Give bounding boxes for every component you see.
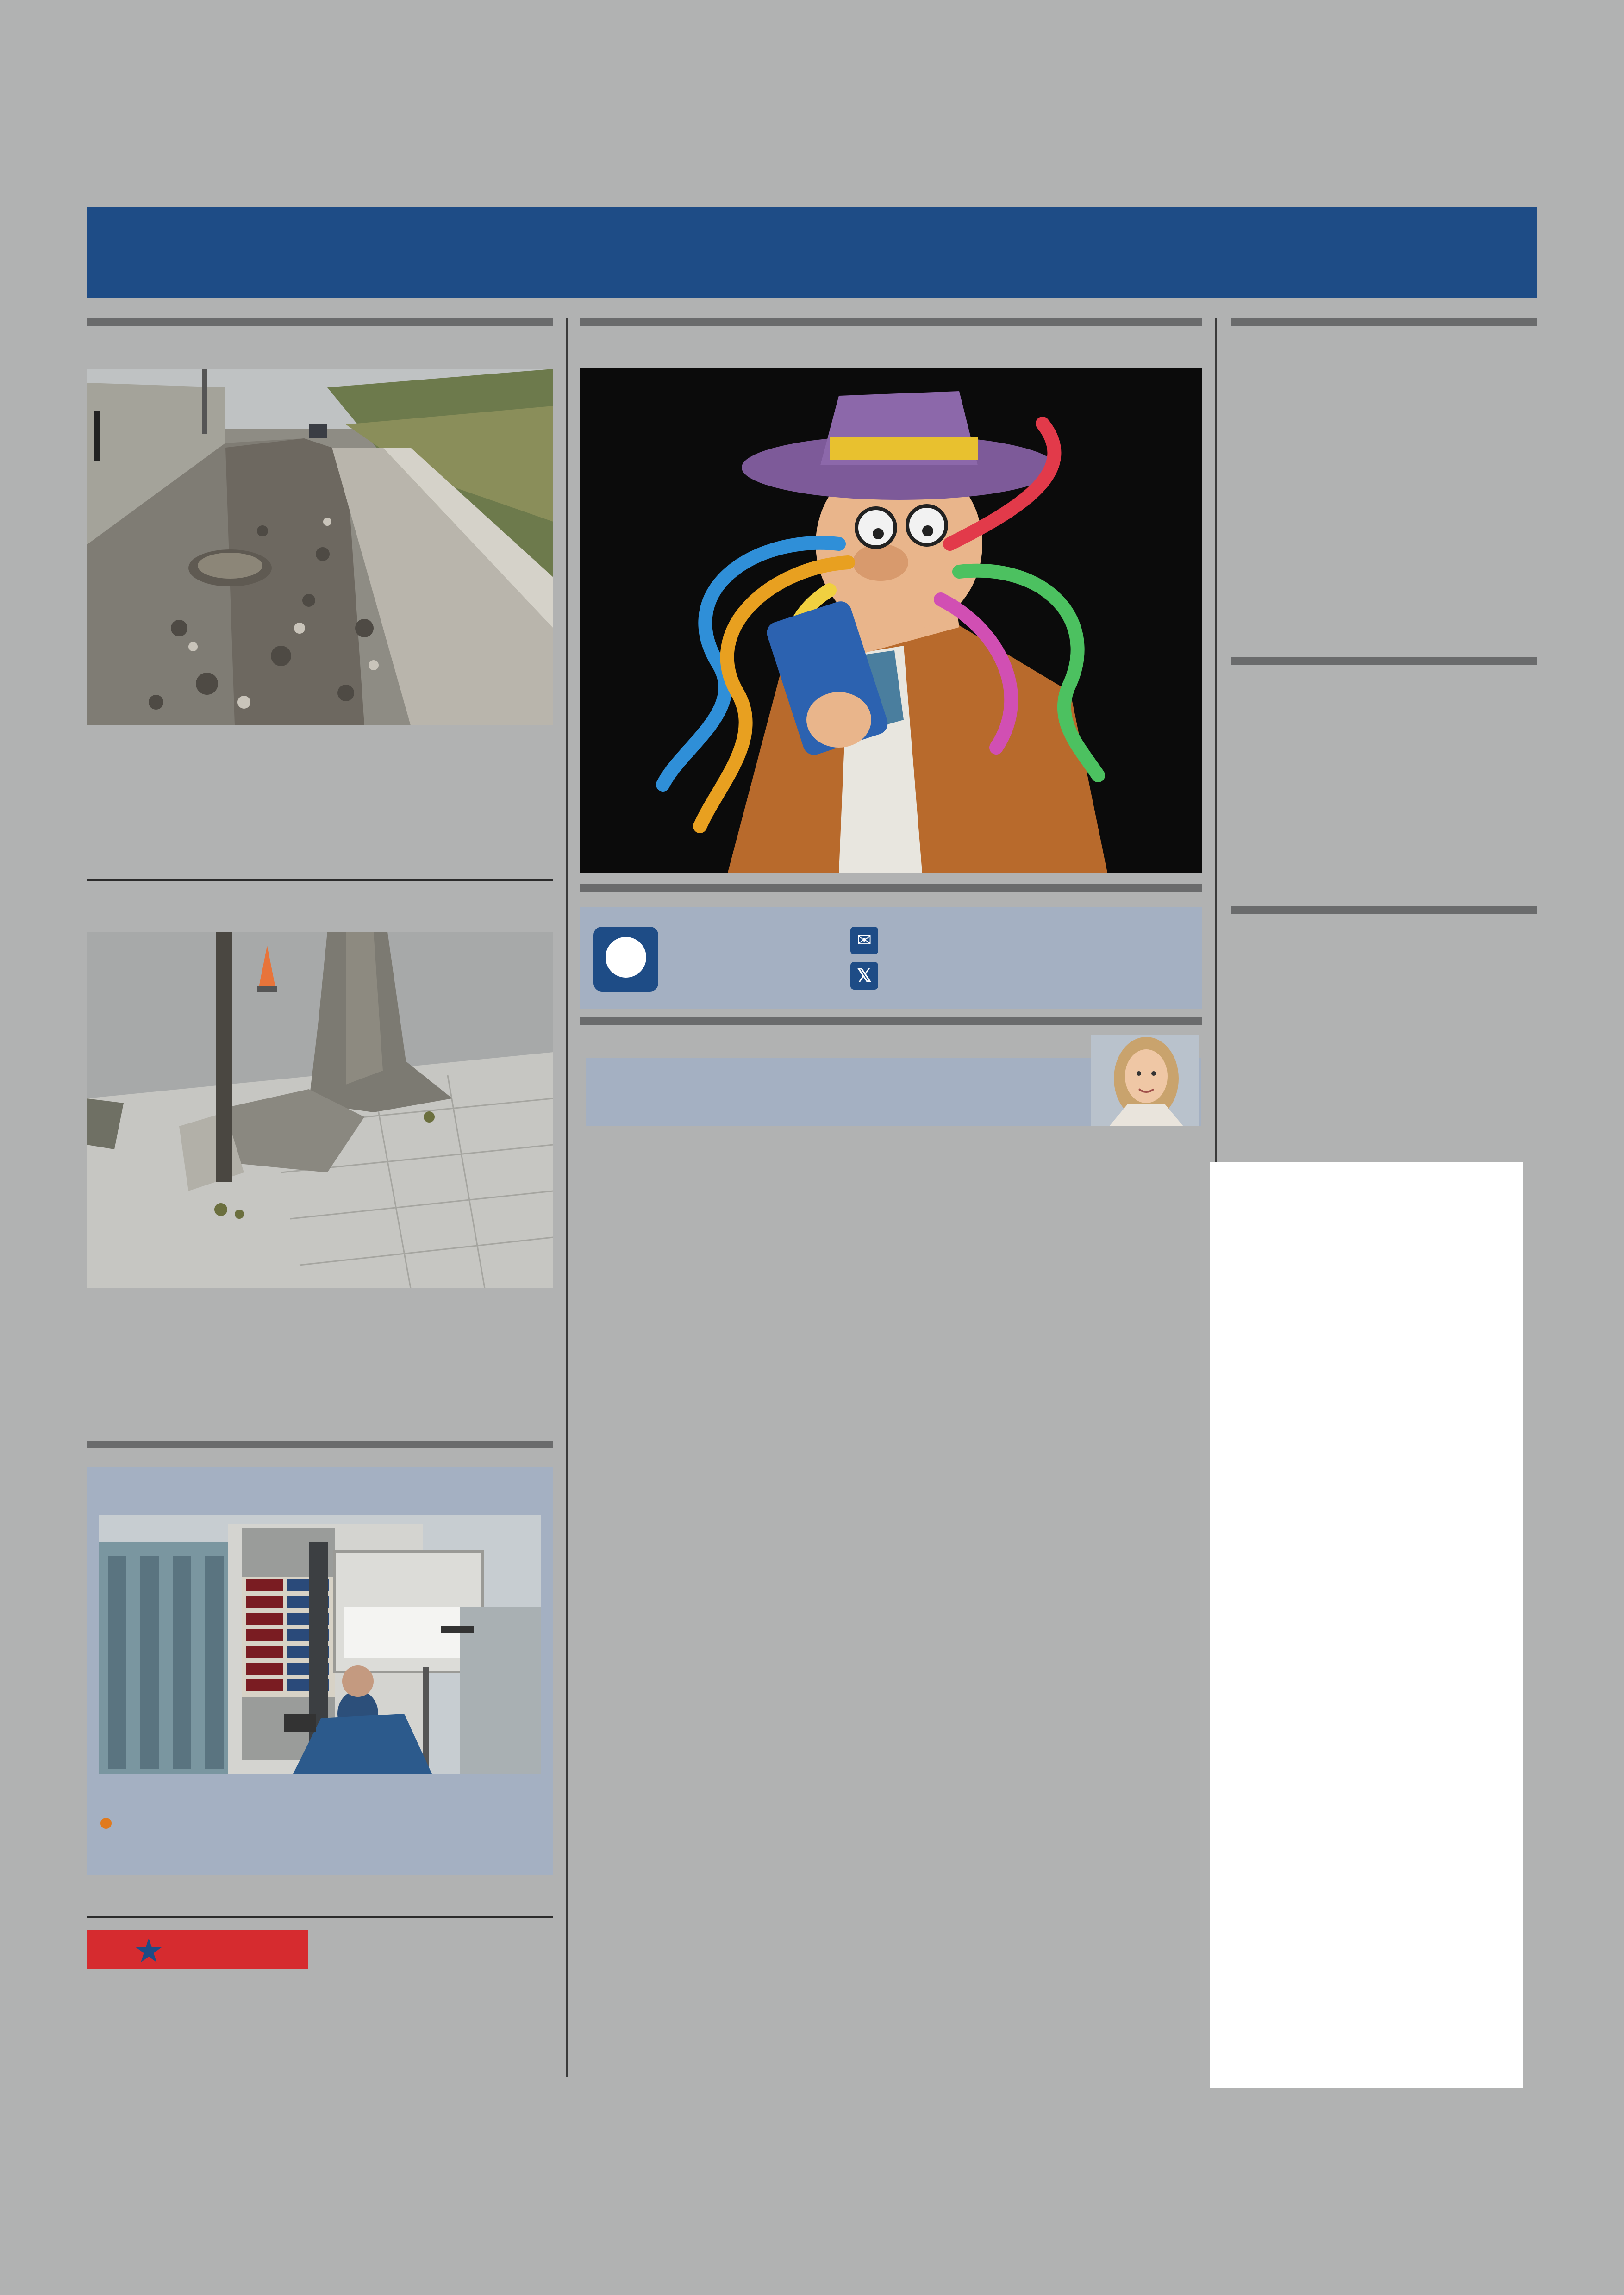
author-portrait-illustration (1091, 1035, 1199, 1126)
speech-bubble-icon (593, 927, 658, 992)
column-separator (566, 318, 568, 2077)
masthead (87, 207, 1537, 298)
section-divider (580, 318, 1202, 326)
star-icon: ★ (134, 1933, 164, 1970)
section-divider (1231, 318, 1537, 326)
imagen-ciudad-box (87, 1467, 553, 1875)
section-divider (580, 1017, 1202, 1025)
author-portrait (1091, 1035, 1199, 1126)
cartoon-illustration (580, 368, 1202, 873)
bus-stop-photo (99, 1515, 541, 1774)
tree-rubble-photo (87, 932, 553, 1288)
imagen-ciudad-text (100, 1812, 545, 1832)
damaged-street-photo (87, 369, 553, 725)
x-social-icon: 𝕏 (850, 962, 878, 990)
humor-cartoon (580, 368, 1202, 873)
section-divider (580, 884, 1202, 892)
bus-stop-illustration (99, 1515, 541, 1774)
estrella-logo (87, 1930, 308, 1969)
exclamation-icon (606, 937, 646, 978)
section-divider (1231, 906, 1537, 914)
foto-denuncia-photo-1 (87, 369, 553, 725)
dinos-que-piensas-box (580, 907, 1202, 1009)
bullet-icon (100, 1818, 112, 1829)
redes-sociales-box (1210, 1162, 1523, 2088)
section-divider (87, 1441, 553, 1448)
thin-rule (87, 1916, 553, 1918)
section-divider (87, 318, 553, 326)
mail-icon: ✉ (850, 927, 878, 954)
footer-contacts (331, 1942, 554, 1945)
thin-rule (87, 879, 553, 881)
section-divider (1231, 657, 1537, 665)
text-line (100, 1812, 545, 1832)
foto-denuncia-photo-2 (87, 932, 553, 1288)
